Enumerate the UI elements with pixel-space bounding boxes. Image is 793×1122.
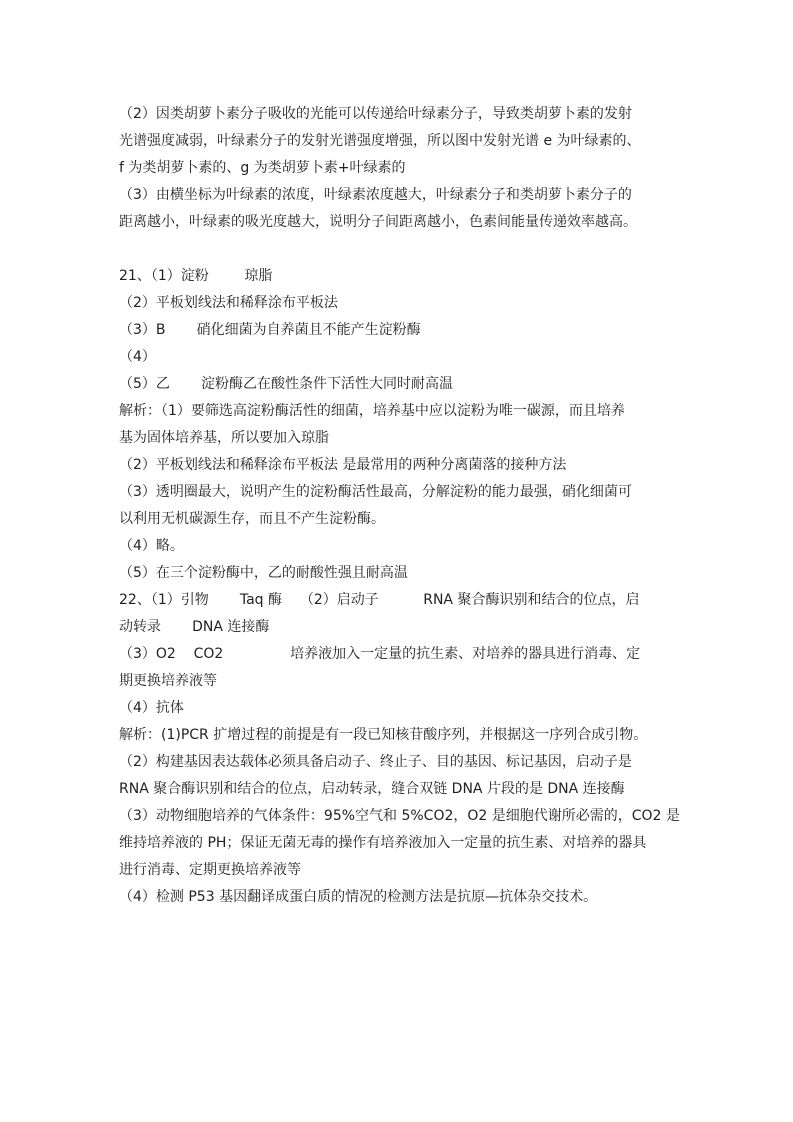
text-line: 期更换培养液等: [119, 673, 217, 689]
text-line: 21、（1）淀粉 琼脂: [119, 268, 273, 284]
text-line: （4）略。: [119, 538, 184, 554]
text-line: 解析：(1)PCR 扩增过程的前提是有一段已知核苷酸序列，并根据这一序列合成引物。: [119, 727, 648, 743]
text-line: （3）O2 CO2 培养液加入一定量的抗生素、对培养的器具进行消毒、定: [119, 646, 641, 662]
text-line: 进行消毒、定期更换培养液等: [119, 862, 301, 878]
text-line: （5）在三个淀粉酶中，乙的耐酸性强且耐高温: [119, 565, 408, 581]
text-line: （2）平板划线法和稀释涂布平板法 是最常用的两种分离菌落的接种方法: [119, 457, 567, 473]
text-line: （3）由横坐标为叶绿素的浓度，叶绿素浓度越大，叶绿素分子和类胡萝卜素分子的: [119, 187, 632, 203]
text-line: 距离越小，叶绿素的吸光度越大，说明分子间距离越小，色素间能量传递效率越高。: [119, 214, 637, 230]
text-line: （3）B 硝化细菌为自养菌且不能产生淀粉酶: [119, 322, 421, 338]
text-line: （2）平板划线法和稀释涂布平板法: [119, 295, 338, 311]
text-line: （3）动物细胞培养的气体条件：95%空气和 5%CO2，O2 是细胞代谢所必需的，CO2 是: [119, 808, 680, 824]
text-line: 光谱强度减弱，叶绿素分子的发射光谱强度增强，所以图中发射光谱 e 为叶绿素的、: [119, 133, 641, 149]
text-line: 基为固体培养基，所以要加入琼脂: [119, 430, 329, 446]
text-line: 动转录 DNA 连接酶: [119, 619, 270, 635]
text-line: 解析：（1）要筛选高淀粉酶活性的细菌，培养基中应以淀粉为唯一碳源，而且培养: [119, 403, 625, 419]
text-line: 以利用无机碳源生存，而且不产生淀粉酶。: [119, 511, 385, 527]
text-line: （4）检测 P53 基因翻译成蛋白质的情况的检测方法是抗原—抗体杂交技术。: [119, 889, 598, 905]
text-line: （3）透明圈最大，说明产生的淀粉酶活性最高，分解淀粉的能力最强，硝化细菌可: [119, 484, 632, 500]
text-line: （2）构建基因表达载体必须具备启动子、终止子、目的基因、标记基因，启动子是: [119, 754, 632, 770]
text-line: （5）乙 淀粉酶乙在酸性条件下活性大同时耐高温: [119, 376, 454, 392]
text-line: （2）因类胡萝卜素分子吸收的光能可以传递给叶绿素分子，导致类胡萝卜素的发射: [119, 106, 632, 122]
text-line: 维持培养液的 PH；保证无菌无毒的操作有培养液加入一定量的抗生素、对培养的器具: [119, 835, 647, 851]
text-line: （4）: [119, 349, 156, 365]
text-line: 22、（1）引物 Taq 酶 （2）启动子 RNA 聚合酶识别和结合的位点，启: [119, 592, 640, 608]
text-line: f 为类胡萝卜素的、g 为类胡萝卜素+叶绿素的: [119, 160, 406, 176]
text-line: RNA 聚合酶识别和结合的位点，启动转录，缝合双链 DNA 片段的是 DNA 连接酶: [119, 781, 625, 797]
text-line: （4）抗体: [119, 700, 184, 716]
